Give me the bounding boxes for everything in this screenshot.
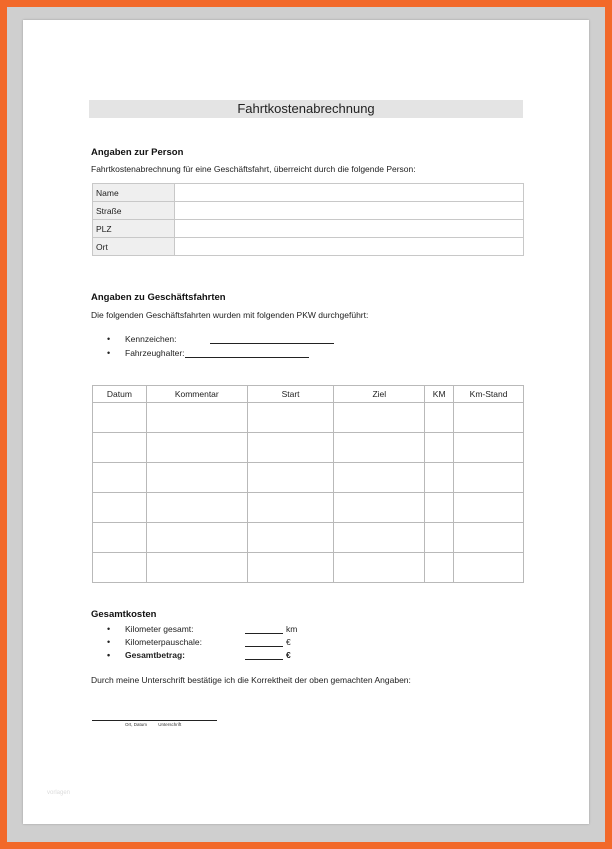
table-cell[interactable] bbox=[247, 463, 334, 493]
document-title: Fahrtkostenabrechnung bbox=[89, 100, 523, 118]
bullet-icon: • bbox=[107, 348, 111, 358]
table-cell[interactable] bbox=[247, 403, 334, 433]
field-input-name[interactable] bbox=[175, 184, 524, 202]
total-label: Gesamtbetrag: bbox=[125, 650, 185, 660]
table-row bbox=[93, 493, 524, 523]
col-header-start: Start bbox=[247, 386, 334, 403]
table-cell[interactable] bbox=[146, 463, 247, 493]
col-header-destination: Ziel bbox=[334, 386, 425, 403]
owner-label: Fahrzeughalter: bbox=[125, 348, 185, 358]
total-unit: € bbox=[286, 650, 291, 660]
table-cell[interactable] bbox=[146, 403, 247, 433]
table-cell[interactable] bbox=[247, 493, 334, 523]
trips-heading: Angaben zu Geschäftsfahrten bbox=[91, 292, 226, 303]
person-row-street bbox=[93, 202, 524, 220]
costs-list bbox=[107, 621, 297, 660]
vehicle-plate-row bbox=[107, 330, 334, 344]
table-cell[interactable] bbox=[93, 553, 147, 583]
field-label-street: Straße bbox=[93, 202, 175, 220]
table-cell[interactable] bbox=[247, 523, 334, 553]
table-cell[interactable] bbox=[146, 553, 247, 583]
field-input-city[interactable] bbox=[175, 238, 524, 256]
bullet-icon: • bbox=[107, 650, 111, 660]
table-row bbox=[93, 553, 524, 583]
signature-labels bbox=[125, 722, 191, 727]
trips-intro: Die folgenden Geschäftsfahrten wurden mit folgenden PKW durchgeführt: bbox=[91, 310, 369, 320]
document-page bbox=[23, 20, 589, 824]
table-row bbox=[93, 463, 524, 493]
table-cell[interactable] bbox=[454, 463, 524, 493]
km-total-label: Kilometer gesamt: bbox=[125, 624, 194, 634]
person-row-name bbox=[93, 184, 524, 202]
vehicle-list bbox=[107, 330, 334, 358]
col-header-comment: Kommentar bbox=[146, 386, 247, 403]
vehicle-owner-row bbox=[107, 344, 334, 358]
cost-row-km-rate bbox=[107, 634, 297, 647]
table-cell[interactable] bbox=[425, 463, 454, 493]
table-cell[interactable] bbox=[425, 553, 454, 583]
table-cell[interactable] bbox=[93, 523, 147, 553]
signature-label: Unterschrift bbox=[158, 722, 182, 727]
km-rate-input[interactable] bbox=[245, 637, 283, 647]
table-cell[interactable] bbox=[425, 523, 454, 553]
field-label-city: Ort bbox=[93, 238, 175, 256]
table-cell[interactable] bbox=[425, 493, 454, 523]
owner-input[interactable] bbox=[185, 347, 309, 358]
person-row-city bbox=[93, 238, 524, 256]
cost-row-km-total bbox=[107, 621, 297, 634]
col-header-km: KM bbox=[425, 386, 454, 403]
signature-line[interactable] bbox=[92, 720, 217, 721]
table-cell[interactable] bbox=[334, 463, 425, 493]
person-heading: Angaben zur Person bbox=[91, 147, 184, 158]
plate-input[interactable] bbox=[210, 333, 334, 344]
watermark-text: vorlagen bbox=[47, 790, 71, 796]
table-cell[interactable] bbox=[454, 403, 524, 433]
bullet-icon: • bbox=[107, 637, 111, 647]
table-cell[interactable] bbox=[146, 493, 247, 523]
table-row bbox=[93, 523, 524, 553]
field-label-zip: PLZ bbox=[93, 220, 175, 238]
col-header-odometer: Km-Stand bbox=[454, 386, 524, 403]
plate-label: Kennzeichen: bbox=[125, 334, 177, 344]
table-cell[interactable] bbox=[146, 523, 247, 553]
trips-header-row bbox=[93, 386, 524, 403]
cost-row-total bbox=[107, 647, 297, 660]
table-cell[interactable] bbox=[334, 493, 425, 523]
table-cell[interactable] bbox=[454, 493, 524, 523]
confirmation-text: Durch meine Unterschrift bestätige ich die Korrektheit der oben gemachten Angaben: bbox=[91, 675, 411, 685]
costs-heading: Gesamtkosten bbox=[91, 609, 157, 620]
table-cell[interactable] bbox=[454, 523, 524, 553]
field-input-street[interactable] bbox=[175, 202, 524, 220]
person-row-zip bbox=[93, 220, 524, 238]
table-cell[interactable] bbox=[334, 553, 425, 583]
table-cell[interactable] bbox=[93, 463, 147, 493]
table-cell[interactable] bbox=[146, 433, 247, 463]
total-input[interactable] bbox=[245, 650, 283, 660]
field-input-zip[interactable] bbox=[175, 220, 524, 238]
person-table bbox=[92, 183, 524, 256]
table-cell[interactable] bbox=[334, 523, 425, 553]
table-cell[interactable] bbox=[93, 403, 147, 433]
km-rate-label: Kilometerpauschale: bbox=[125, 637, 203, 647]
km-total-input[interactable] bbox=[245, 624, 283, 634]
bullet-icon: • bbox=[107, 334, 111, 344]
col-header-date: Datum bbox=[93, 386, 147, 403]
table-cell[interactable] bbox=[247, 433, 334, 463]
person-intro: Fahrtkostenabrechnung für eine Geschäftsfahrt, überreicht durch die folgende Person: bbox=[91, 164, 416, 174]
km-total-unit: km bbox=[286, 624, 298, 634]
km-rate-unit: € bbox=[286, 637, 291, 647]
table-cell[interactable] bbox=[454, 553, 524, 583]
table-cell[interactable] bbox=[334, 433, 425, 463]
table-row bbox=[93, 403, 524, 433]
table-cell[interactable] bbox=[425, 433, 454, 463]
bullet-icon: • bbox=[107, 624, 111, 634]
table-cell[interactable] bbox=[93, 433, 147, 463]
trips-table bbox=[92, 385, 524, 583]
table-cell[interactable] bbox=[454, 433, 524, 463]
table-cell[interactable] bbox=[93, 493, 147, 523]
table-cell[interactable] bbox=[425, 403, 454, 433]
field-label-name: Name bbox=[93, 184, 175, 202]
place-date-label: Ort, Datum bbox=[125, 722, 148, 727]
table-cell[interactable] bbox=[247, 553, 334, 583]
table-cell[interactable] bbox=[334, 403, 425, 433]
table-row bbox=[93, 433, 524, 463]
